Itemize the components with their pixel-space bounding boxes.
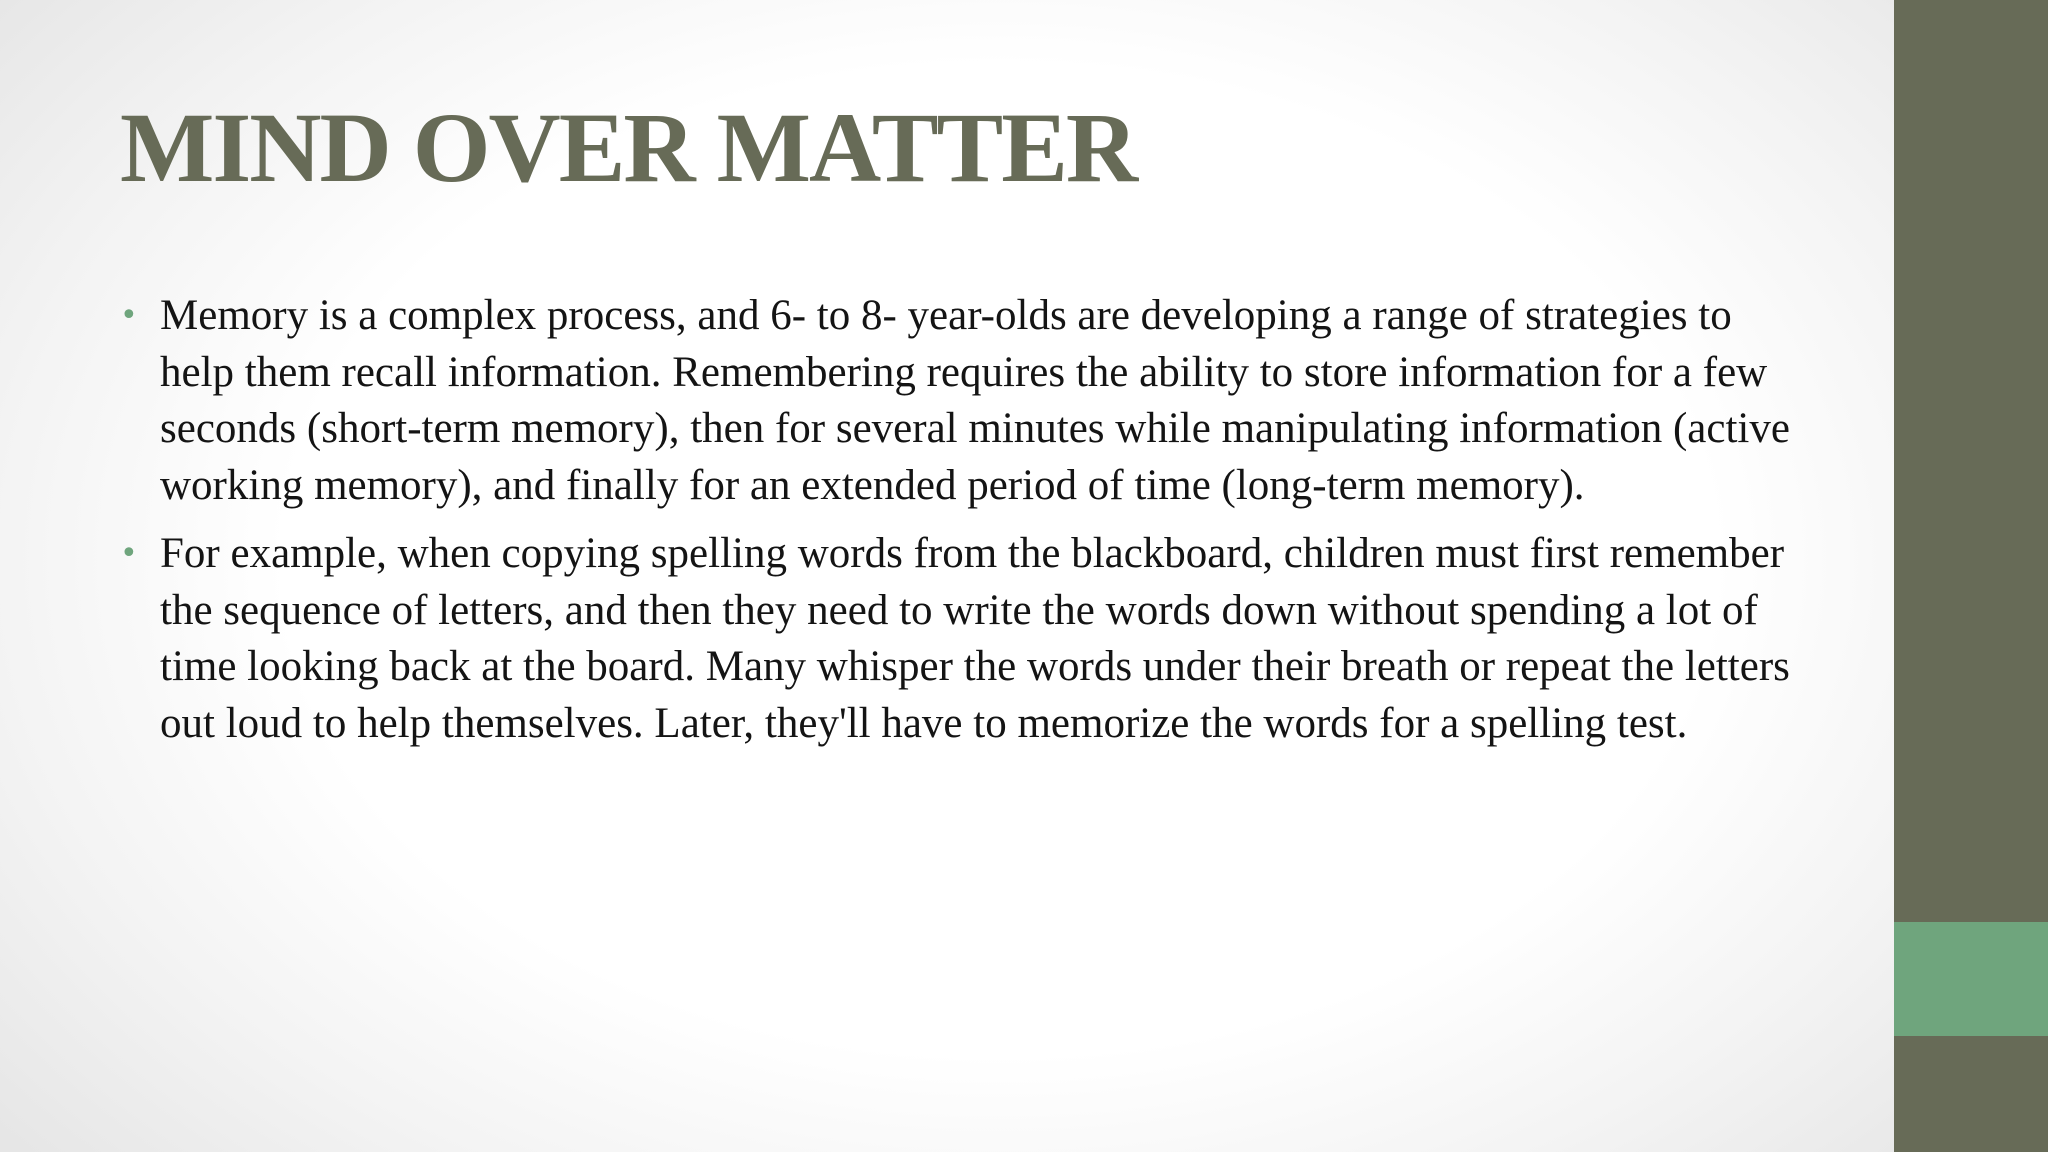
bullet-item-example bbox=[120, 526, 1800, 752]
decorative-sidebar bbox=[1894, 0, 2048, 1152]
bullet-text: Memory is a complex process, and 6- to 8- year-olds are developing a range of strategies to help them recall information. Remembering requires the ability to store information for a few seconds (short-term memory), then for several minutes while manipulating information (active working memory), and finally for an extended period of time (long-term memory). bbox=[160, 292, 1790, 509]
slide-title: MIND OVER MATTER bbox=[120, 92, 1137, 203]
bullet-list bbox=[120, 288, 1800, 764]
bullet-item-memory bbox=[120, 288, 1800, 514]
bullet-icon: • bbox=[120, 536, 138, 571]
bullet-icon: • bbox=[120, 298, 138, 333]
sidebar-accent-block bbox=[1894, 922, 2048, 1036]
bullet-text: For example, when copying spelling words from the blackboard, children must first remember the sequence of letters, and then they need to write the words down without spending a lot of time looking back at the board. Many whisper the words under their breath or repeat the letters out loud to help themselves. Later, they'll have to memorize the words for a spelling test. bbox=[160, 530, 1790, 747]
